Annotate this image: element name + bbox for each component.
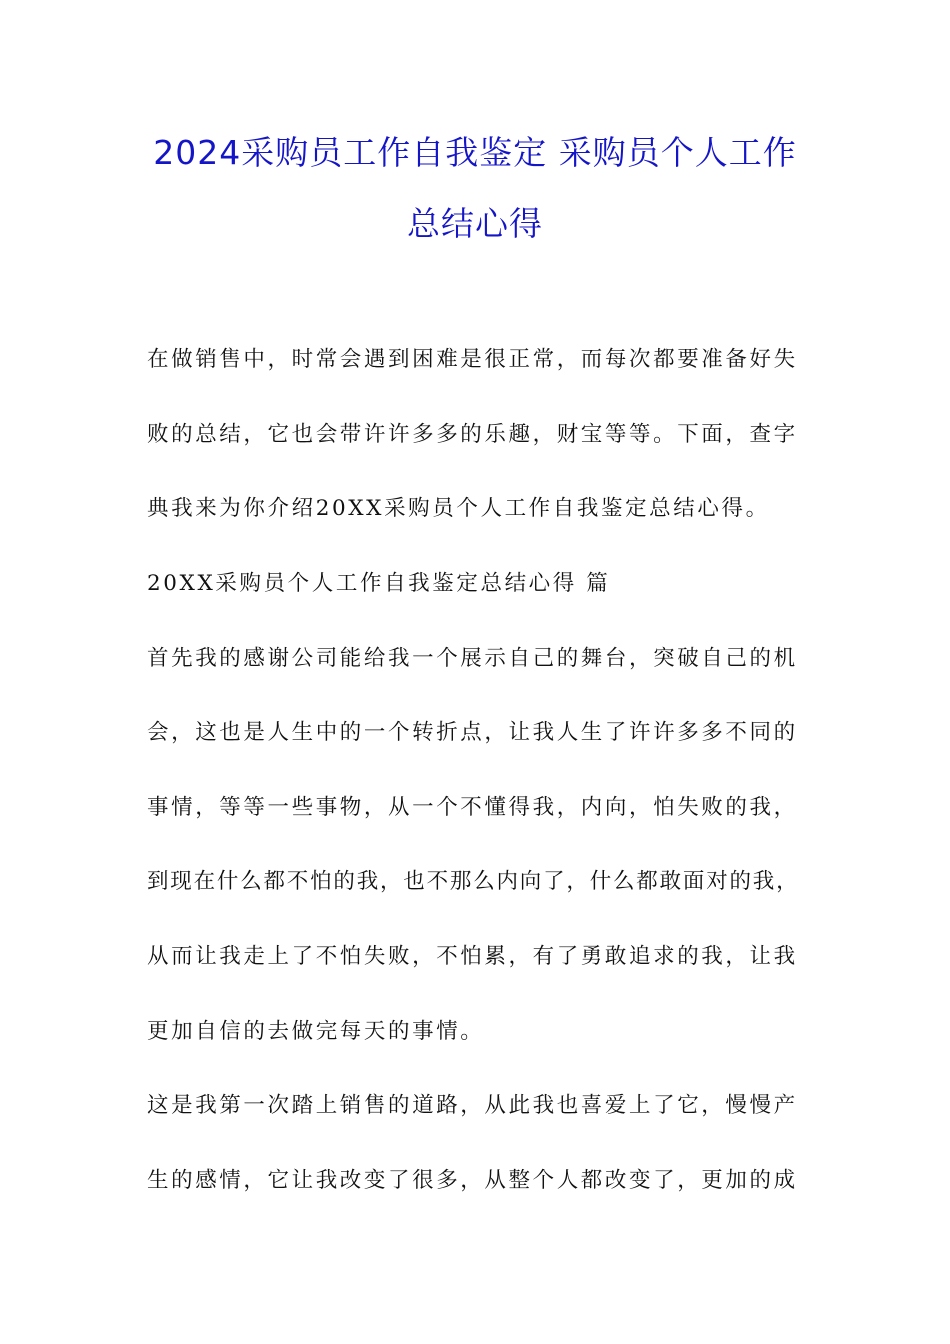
body-line: 首先我的感谢公司能给我一个展示自己的舞台，突破自己的机 — [147, 646, 798, 671]
body-line: 到现在什么都不怕的我，也不那么内向了，什么都敢面对的我， — [147, 869, 800, 894]
body-line: 典我来为你介绍20XX采购员个人工作自我鉴定总结心得。 — [147, 496, 770, 521]
body-line: 这是我第一次踏上销售的道路，从此我也喜爱上了它，慢慢产 — [147, 1093, 798, 1118]
body-line: 事情，等等一些事物，从一个不懂得我，内向，怕失败的我， — [147, 795, 798, 820]
body-line: 生的感情，它让我改变了很多，从整个人都改变了，更加的成 — [147, 1168, 798, 1193]
body-line: 败的总结，它也会带许许多多的乐趣，财宝等等。下面，查字 — [147, 422, 798, 447]
body-line: 会，这也是人生中的一个转折点，让我人生了许许多多不同的 — [147, 720, 798, 745]
body-line: 更加自信的去做完每天的事情。 — [147, 1019, 485, 1044]
section-heading: 20XX采购员个人工作自我鉴定总结心得 篇 — [147, 571, 611, 596]
document-title-line-1: 2024采购员工作自我鉴定 采购员个人工作 — [153, 133, 797, 172]
body-line: 从而让我走上了不怕失败，不怕累，有了勇敢追求的我，让我 — [147, 944, 798, 969]
document-title-line-2: 总结心得 — [407, 204, 543, 243]
body-line: 在做销售中，时常会遇到困难是很正常，而每次都要准备好失 — [147, 347, 798, 372]
